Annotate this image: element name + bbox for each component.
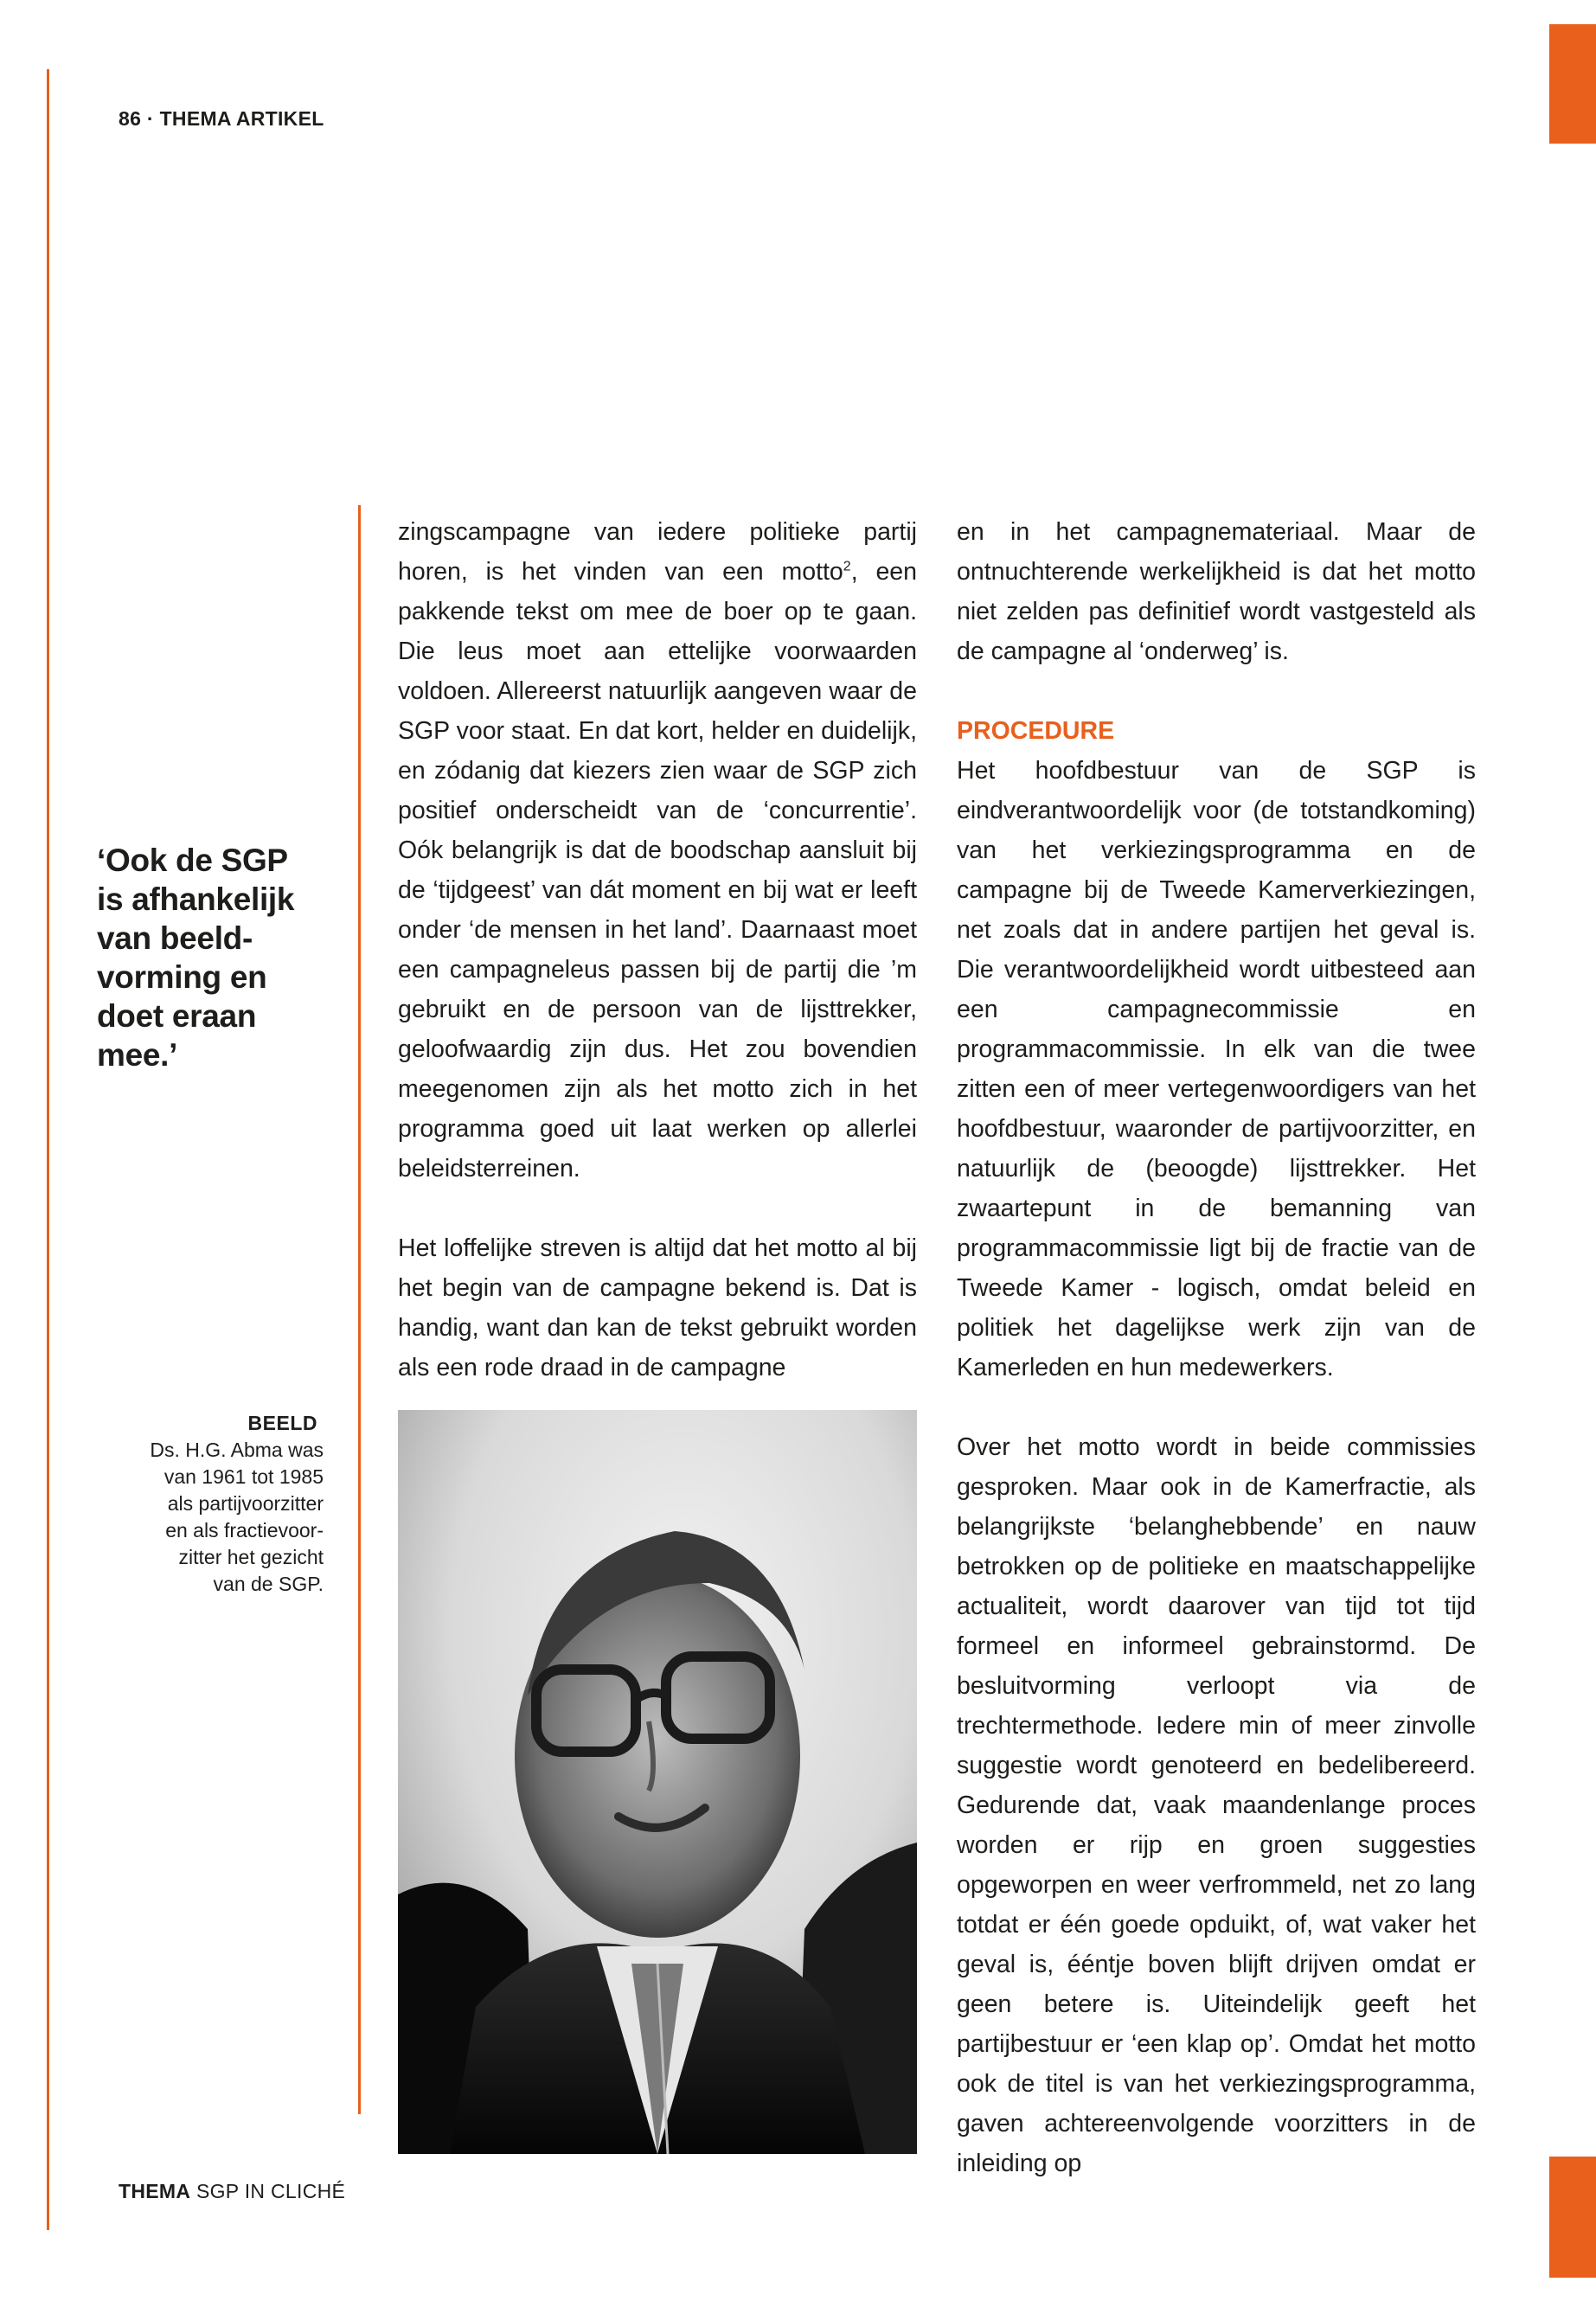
- section-subheading: PROCEDURE: [957, 717, 1115, 745]
- footnote-marker[interactable]: 2: [843, 559, 851, 574]
- footer-label: SGP IN CLICHÉ: [190, 2180, 346, 2202]
- article-paragraph: Het hoofdbestuur van de SGP is eindverantwoordelijk voor (de totstandkoming) van het verkiezingsprogramma en de campagne bij de Tweede Kamerverkiezingen, net zoals dat in andere partijen het geval is. Die verantwoordelijkheid wordt uitbesteed aan een campagnecommissie en programmacommissie. In elk van die twee zitten een of meer vertegenwoordigers van het hoofdbestuur, waaronder de partijvoorzitter, en natuurlijk de (beoogde) lijsttrekker. Het zwaartepunt in de bemanning van programmacommissie ligt bij de fractie van de Tweede Kamer - logisch, omdat beleid en politiek het dagelijkse werk zijn van de Kamerleden en hun medewerkers.: [957, 757, 1476, 1381]
- section-title: THEMA ARTIKEL: [159, 107, 324, 130]
- portrait-photo: [398, 1410, 917, 2154]
- article-column-right: [957, 512, 1476, 1388]
- caption-line: Ds. H.G. Abma was: [150, 1439, 324, 1461]
- article-paragraph: Het loffelijke streven is altijd dat het motto al bij het begin van de campagne bekend is. Dat is handig, want dan kan de tekst gebruikt worden als een rode draad in de campagne: [398, 1234, 917, 1381]
- pull-quote-line: van beeld-: [97, 920, 253, 956]
- caption-heading: BEELD: [247, 1412, 317, 1434]
- article-column-right-lower: [957, 1427, 1476, 2183]
- article-paragraph: zingscampagne van iedere politieke partij horen, is het vinden van een motto$^2$, een pakkende tekst om mee de boer op te gaan. Die leus moet aan ettelijke voorwaarden voldoen. Allereerst natuurlijk aangeven waar de SGP voor staat. En dat kort, helder en duidelijk, en zódanig dat kiezers zien waar de SGP zich positief onderscheidt van de ‘concurrentie’. Oók belangrijk is dat de boodschap aansluit bij de ‘tijdgeest’ van dát moment en bij wat er leeft onder ‘de mensen in het land’. Daarnaast moet een campagneleus passen bij de partij die ’m gebruikt en de persoon van de lijsttrekker, geloofwaardig zijn dus. Het zou bovendien meegenomen zijn als het motto zich in het programma goed uit laat werken op allerlei beleidsterreinen.: [398, 518, 917, 1183]
- article-column-middle: [398, 512, 917, 1388]
- pull-quote-line: mee.’: [97, 1037, 178, 1073]
- running-header: [119, 107, 324, 131]
- pull-quote-line: ‘Ook de SGP: [97, 843, 288, 878]
- orange-edge-tab-top: [1549, 24, 1596, 144]
- portrait-image: [398, 1410, 917, 2154]
- orange-edge-tab-bottom: [1549, 2157, 1596, 2278]
- running-footer: [119, 2180, 345, 2203]
- page-number: 86: [119, 107, 142, 130]
- article-paragraph: en in het campagnemateriaal. Maar de ontnuchterende werkelijkheid is dat het motto niet zelden pas definitief wordt vastgesteld als de campagne al ‘onderweg’ is.: [957, 518, 1476, 665]
- caption-line: en als fractievoor-: [165, 1519, 324, 1541]
- margin-rule: [47, 69, 49, 2230]
- pull-quote-line: vorming en: [97, 959, 267, 995]
- pull-quote-line: is afhankelijk: [97, 881, 295, 917]
- column-rule: [358, 505, 361, 2114]
- caption-line: als partijvoorzitter: [167, 1492, 324, 1515]
- photo-caption: [112, 1410, 324, 1598]
- footer-label-bold: THEMA: [119, 2180, 191, 2202]
- pull-quote-line: doet eraan: [97, 998, 257, 1034]
- article-paragraph: Over het motto wordt in beide commissies gesproken. Maar ook in de Kamerfractie, als belangrijkste ‘belanghebbende’ en nauw betrokken op de politieke en maatschappelijke actualiteit, wordt daarover van tijd tot tijd formeel en informeel gebrainstormd. De besluitvorming verloopt via de trechtermethode. Iedere min of meer zinvolle suggestie wordt genoteerd en bedelibereerd. Gedurende dat, vaak maandenlange proces worden er rijp en groen suggesties opgeworpen en weer verfrommeld, net zo lang totdat er één goede opduikt, of, wat vaker het geval is, ééntje boven blijft drijven omdat er geen betere is. Uiteindelijk geeft het partijbestuur er ‘een klap op’. Omdat het motto ook de titel is van het verkiezingsprogramma, gaven achtereenvolgende voorzitters in de inleiding op: [957, 1433, 1476, 2177]
- header-separator: ·: [146, 107, 154, 130]
- caption-line: zitter het gezicht: [178, 1546, 324, 1568]
- caption-line: van de SGP.: [213, 1573, 324, 1595]
- pull-quote: [97, 841, 356, 1074]
- caption-line: van 1961 tot 1985: [163, 1465, 324, 1488]
